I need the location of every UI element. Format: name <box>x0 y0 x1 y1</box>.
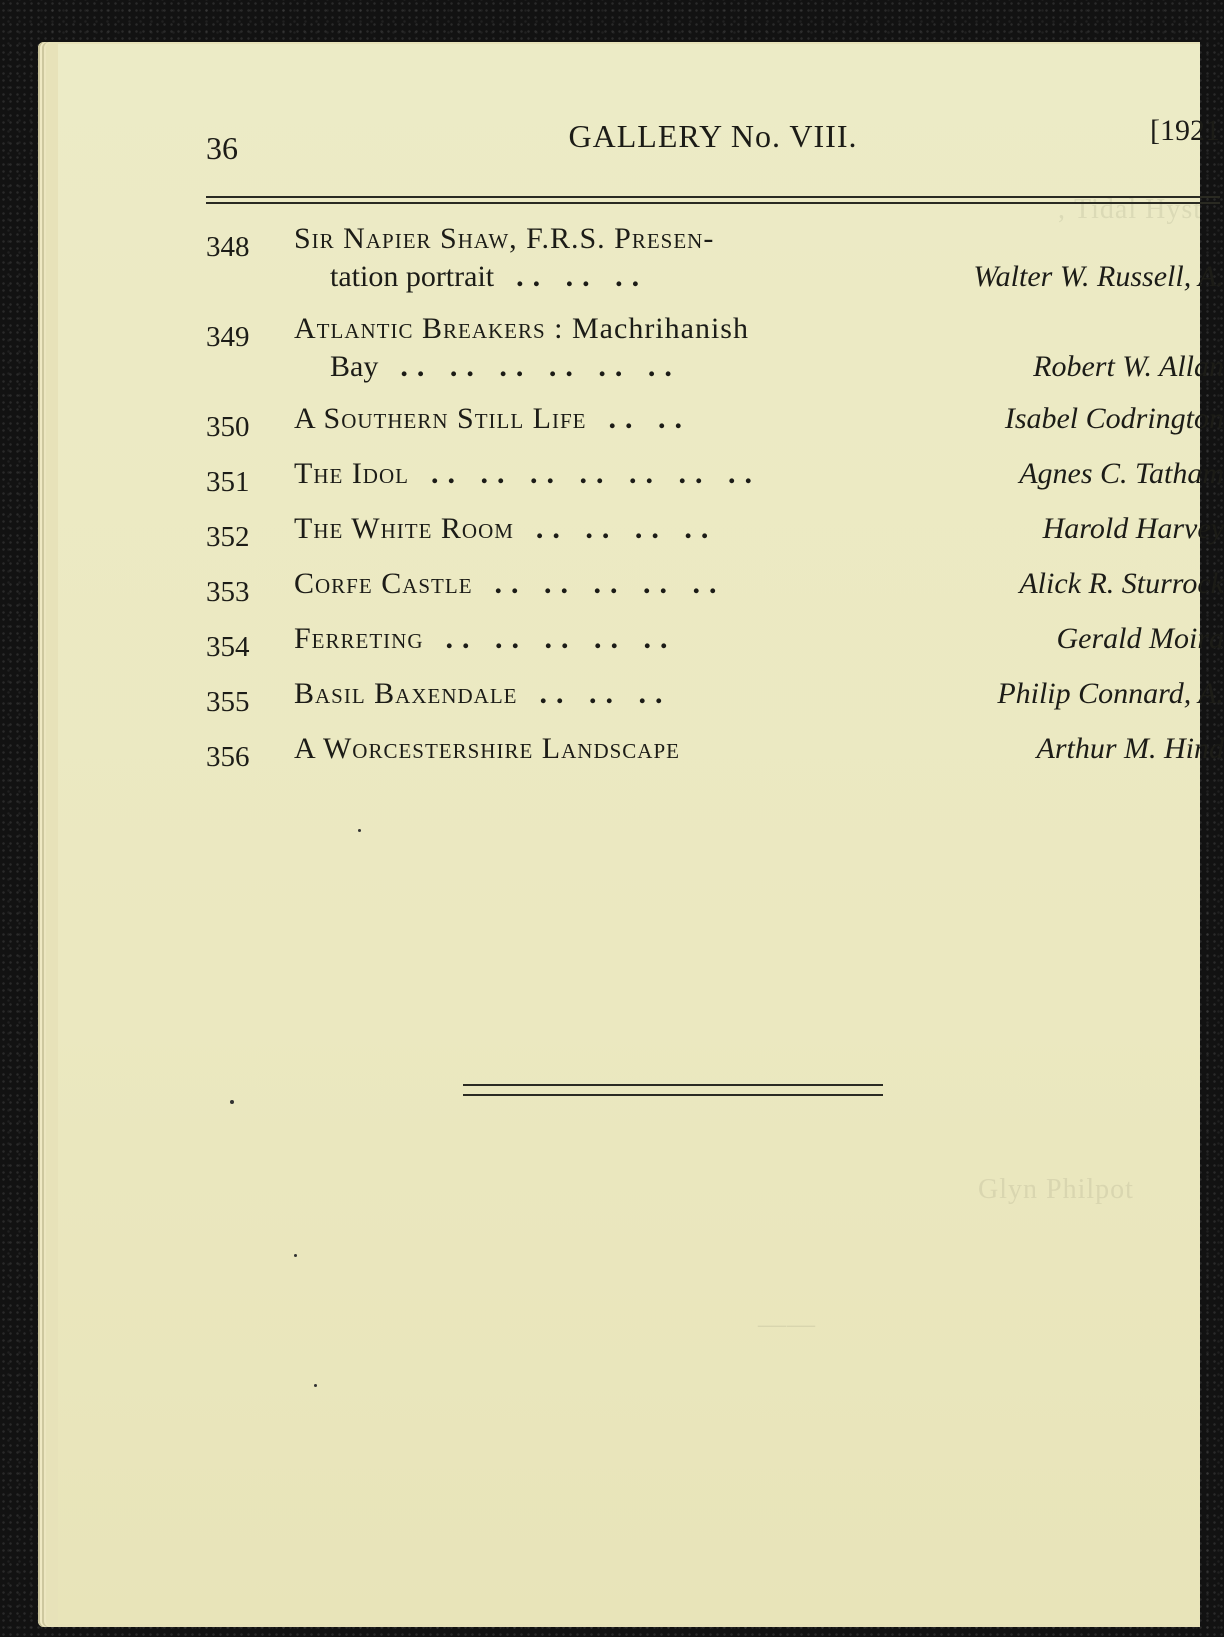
entry-artist: Isabel Codrington <box>1004 402 1224 435</box>
entry-title: Sir Napier Shaw, F.R.S. Presen- <box>294 222 715 255</box>
section-end-rule <box>463 1084 883 1096</box>
entry-title-continuation: Bay .. .. .. .. .. .. <box>330 350 681 383</box>
entry-title: Basil Baxendale .. .. .. <box>294 677 672 710</box>
entry-number: 353 <box>206 576 250 608</box>
entry-artist: Walter W. Russell, A. <box>973 260 1224 293</box>
print-speck <box>294 1254 297 1257</box>
entry-number: 349 <box>206 321 250 353</box>
entry-number: 350 <box>206 411 250 443</box>
catalogue-entry <box>206 620 1224 663</box>
leader-dots: .. .. .. .. .. <box>494 567 726 600</box>
leader-dots: .. .. .. .. <box>535 512 718 545</box>
catalogue-entries <box>206 220 1224 773</box>
catalogue-entry <box>206 310 1224 386</box>
entry-title-extra: : Machrihanish <box>545 312 749 345</box>
leader-dots: .. .. .. .. .. .. <box>400 350 681 383</box>
leader-dots: .. .. .. .. .. .. .. <box>430 457 761 490</box>
entry-title: Ferreting .. .. .. .. .. <box>294 622 677 655</box>
entry-artist: Gerald Moira <box>1056 622 1224 655</box>
entry-title-continuation: tation portrait .. .. .. <box>330 260 649 293</box>
catalogue-entry <box>206 220 1224 296</box>
entry-artist: Harold Harvey <box>1042 512 1224 545</box>
page-header <box>206 112 1220 176</box>
leader-dots <box>680 732 702 765</box>
entry-title: The White Room .. .. .. .. <box>294 512 718 545</box>
header-rule <box>206 196 1220 198</box>
entry-title: Atlantic Breakers : Machrihanish <box>294 312 749 345</box>
entry-artist: Alick R. Sturrock <box>1019 567 1224 600</box>
catalogue-entry <box>206 455 1224 498</box>
catalogue-entry <box>206 510 1224 553</box>
catalogue-page <box>58 44 1224 1624</box>
print-speck <box>230 1100 234 1104</box>
leader-dots: .. .. .. <box>539 677 672 710</box>
show-through-text: —— <box>758 1309 816 1340</box>
year-label: [1921 <box>1150 114 1220 147</box>
show-through-text: , Tidal Hyst <box>1058 194 1203 225</box>
leader-dots: .. .. <box>608 402 692 435</box>
entry-artist: Philip Connard, A. <box>997 677 1224 710</box>
catalogue-entry <box>206 675 1224 718</box>
entry-title: A Southern Still Life .. .. <box>294 402 692 435</box>
entry-number: 356 <box>206 741 250 773</box>
entry-number: 355 <box>206 686 250 718</box>
leader-dots: .. .. .. .. .. <box>445 622 677 655</box>
header-rule <box>206 202 1220 204</box>
entry-artist: Robert W. Allan <box>1033 350 1224 383</box>
entry-title: The Idol .. .. .. .. .. .. .. <box>294 457 761 490</box>
entry-artist: Agnes C. Tatham <box>1019 457 1224 490</box>
print-speck <box>358 829 361 832</box>
gallery-title: GALLERY No. VIII. <box>568 118 858 154</box>
entry-artist: Arthur M. Hind <box>1036 732 1224 765</box>
entry-title: Corfe Castle .. .. .. .. .. <box>294 567 726 600</box>
entry-title: A Worcestershire Landscape <box>294 730 1224 768</box>
print-speck <box>314 1384 317 1387</box>
entry-number: 354 <box>206 631 250 663</box>
page-number: 36 <box>206 130 238 166</box>
entry-number: 352 <box>206 521 250 553</box>
entry-number: 348 <box>206 231 250 263</box>
entry-number: 351 <box>206 466 250 498</box>
show-through-text: Glyn Philpot <box>978 1174 1134 1205</box>
catalogue-entry <box>206 730 1224 773</box>
leader-dots: .. .. .. <box>516 260 649 293</box>
catalogue-entry <box>206 400 1224 443</box>
catalogue-entry <box>206 565 1224 608</box>
